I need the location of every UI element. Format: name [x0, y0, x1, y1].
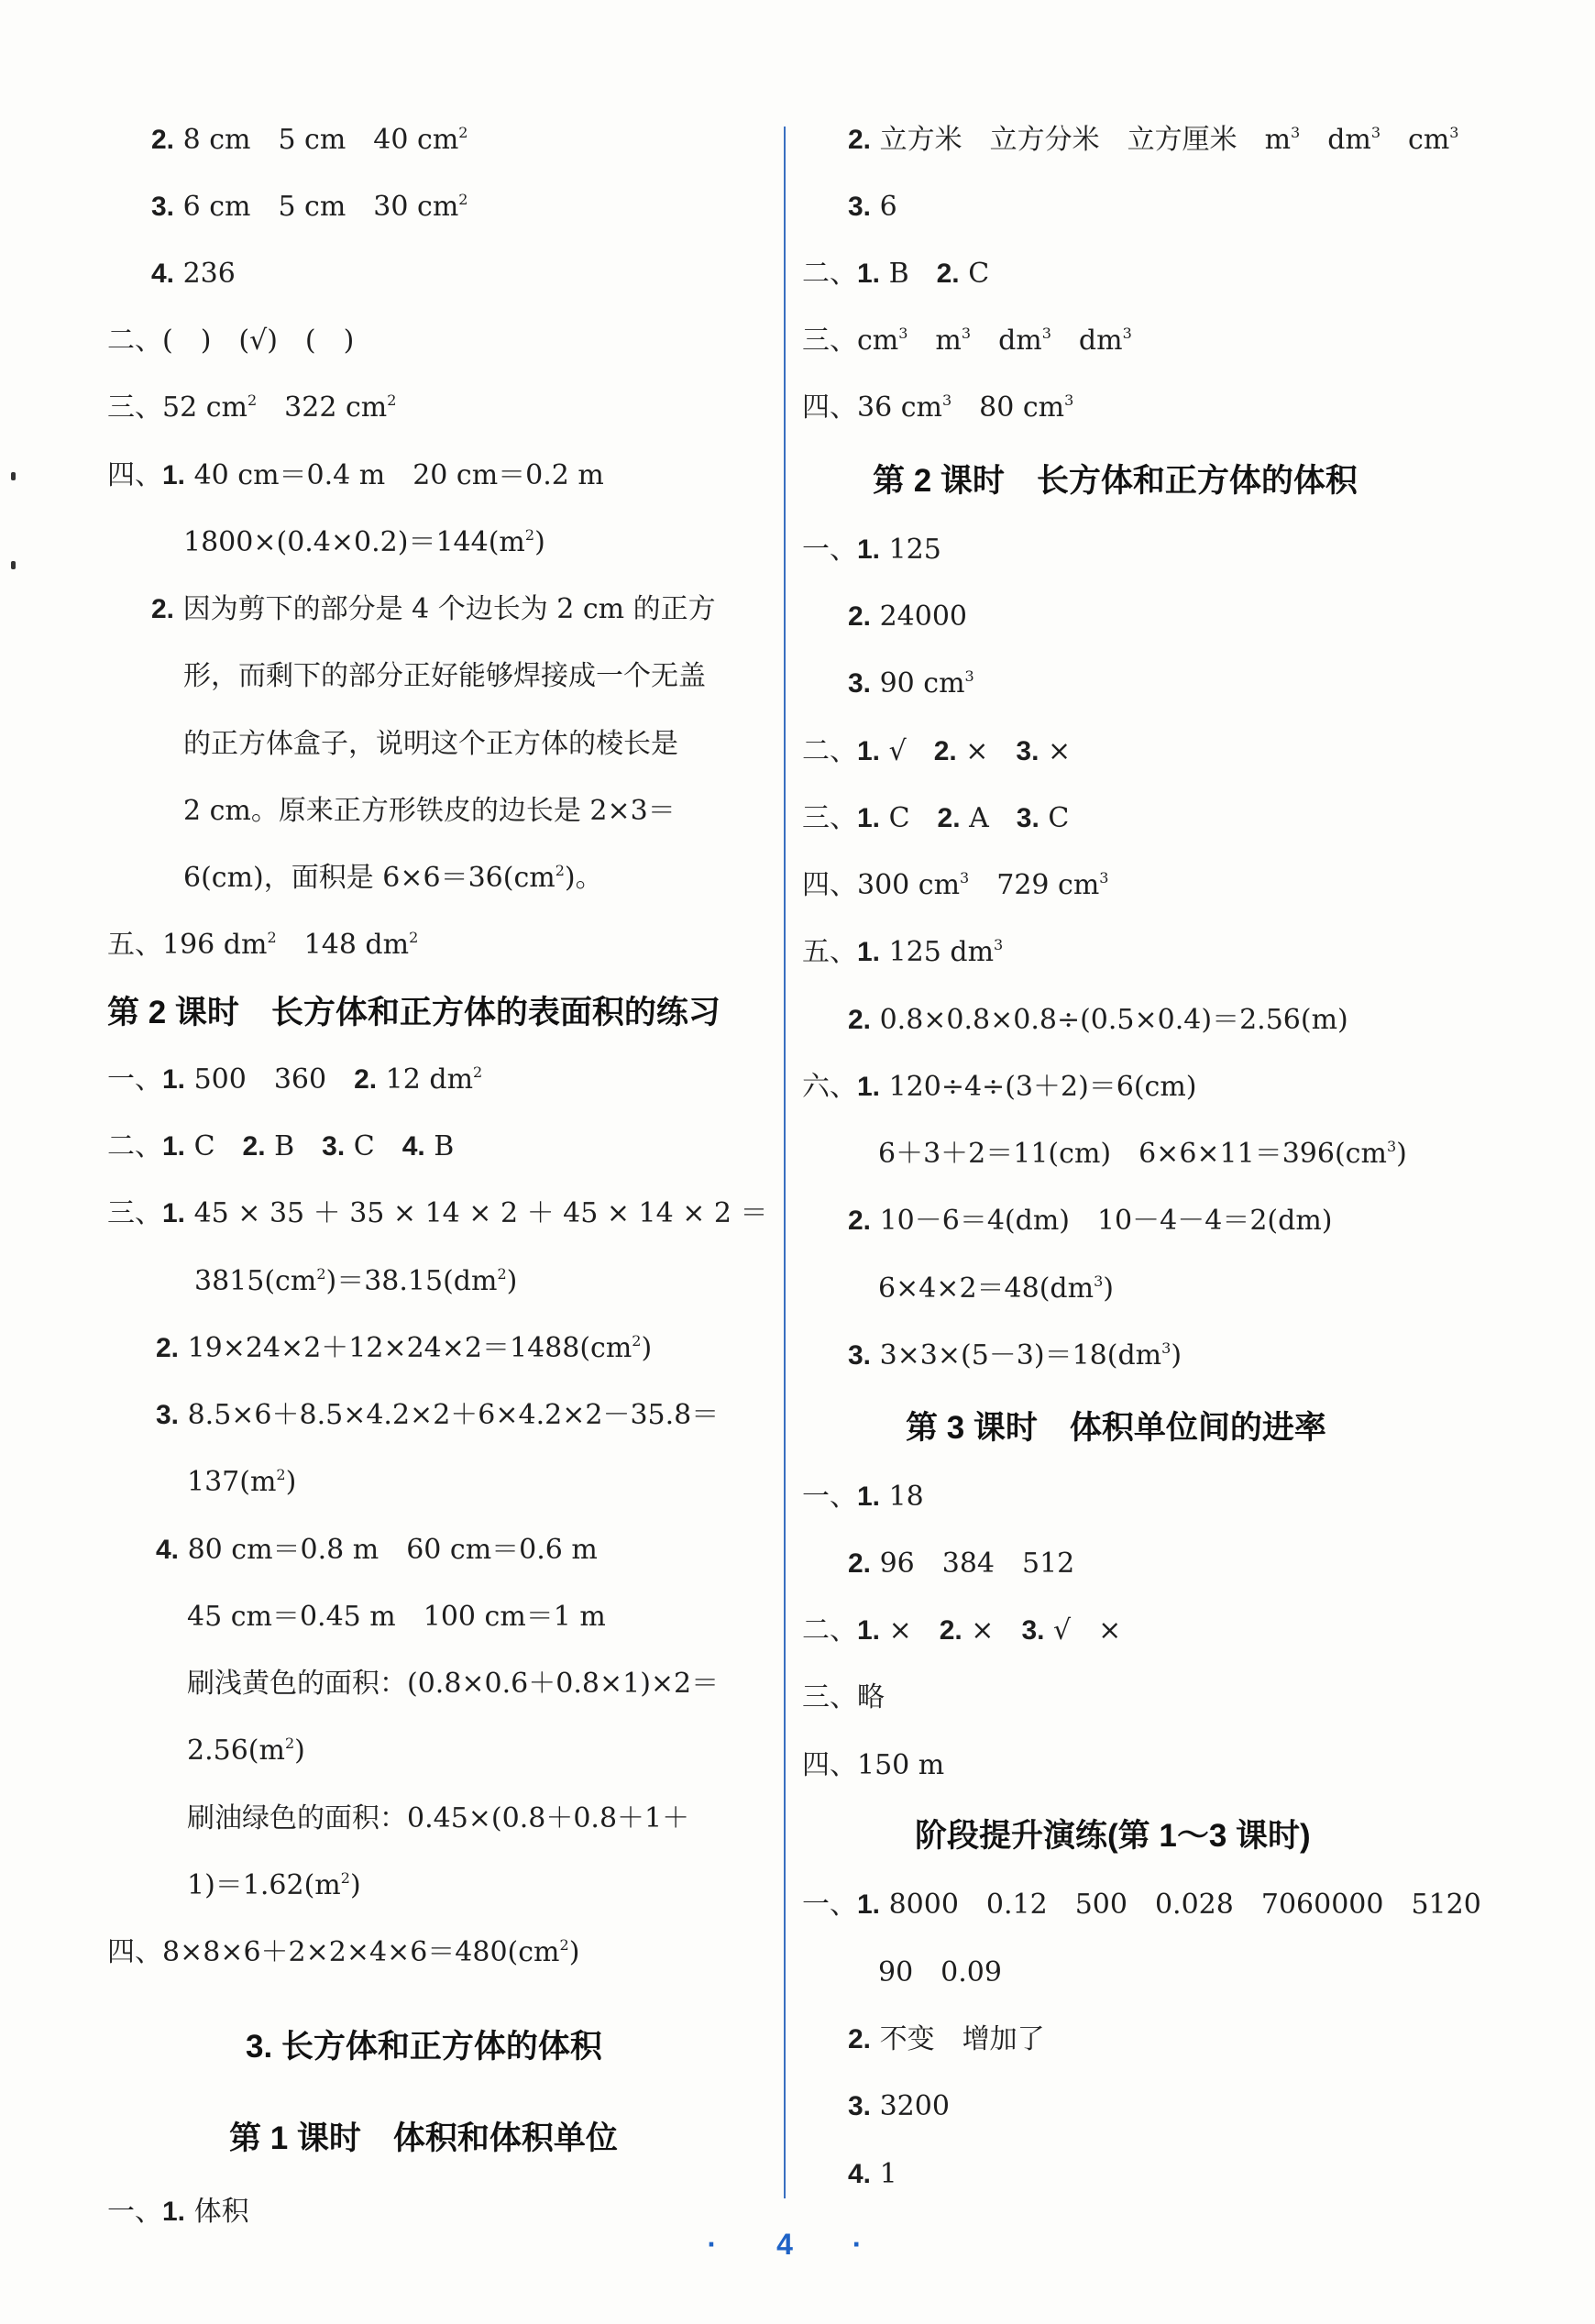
answer-line: $137(m^2)$	[187, 1466, 297, 1498]
answer-line: 六、1. 120÷4÷(3＋2)＝6(cm)	[802, 1071, 1197, 1103]
answer-line: 二、( ) (√) ( )	[107, 325, 355, 357]
answer-line: 45 cm＝0.45 m 100 cm＝1 m	[187, 1601, 606, 1633]
answer-line: 二、1. B 2. C	[802, 258, 990, 290]
chapter-heading: 3. 长方体和正方体的体积	[246, 2029, 602, 2065]
answer-line: 三、1. C 2. A 3. C	[802, 802, 1070, 834]
answer-line: 2. $19\times 24\times 2+12\times 24\times 2=1488(cm^2)$	[156, 1332, 653, 1364]
answer-line: 4. 236	[151, 258, 236, 290]
answer-line: 2. 8 cm 5 cm 40 $cm^2$	[151, 124, 468, 156]
answer-line: 3. 8.5×6＋8.5×4.2×2＋6×4.2×2－35.8＝	[156, 1399, 720, 1431]
answer-line: 四、300 $cm^3$ 729 $cm^3$	[802, 869, 1109, 901]
answer-line: 刷油绿色的面积：0.45×(0.8＋0.8＋1＋	[187, 1802, 690, 1834]
answer-line: 2. 10－6＝4(dm) 10－4－4＝2(dm)	[848, 1205, 1333, 1237]
scan-mark	[11, 561, 16, 569]
answer-line: 四、36 $cm^3$ 80 $cm^3$	[802, 391, 1074, 424]
answer-line: 3. 90 $cm^3$	[848, 667, 974, 699]
answer-line: 三、1. 45 × 35 ＋ 35 × 14 × 2 ＋ 45 × 14 × 2 ＝	[107, 1197, 768, 1229]
answer-line: 二、1. √ 2. × 3. ×	[802, 735, 1072, 767]
answer-line: 二、1. C 2. B 3. C 4. B	[107, 1130, 455, 1162]
section-heading: 第 2 课时 长方体和正方体的体积	[873, 463, 1358, 499]
section-heading: 第 1 课时 体积和体积单位	[229, 2120, 618, 2156]
answer-line: 一、1. 8000 0.12 500 0.028 7060000 5120	[802, 1889, 1481, 1921]
answer-line: 五、1. 125 $dm^3$	[802, 936, 1004, 968]
answer-line: $1)=1.62(m^2)$	[187, 1869, 361, 1901]
answer-line: 2. 96 384 512	[848, 1547, 1075, 1580]
answer-line: 2. 立方米 立方分米 立方厘米 $m^3$ $dm^3$ $cm^3$	[848, 124, 1459, 156]
answer-line: 2. 不变 增加了	[848, 2023, 1045, 2055]
section-heading: 第 3 课时 体积单位间的进率	[906, 1410, 1326, 1446]
answer-line: 四、$8\times 8\times 6+2\times 2\times 4\times 6=480(cm^2)$	[107, 1936, 580, 1968]
scan-mark	[11, 472, 16, 480]
answer-line: 三、略	[802, 1681, 885, 1713]
answer-line: 3. 3200	[848, 2090, 950, 2122]
answer-line: 一、1. 125	[802, 534, 941, 566]
answer-line: $2.56(m^2)$	[187, 1735, 305, 1767]
answer-line: 3. 6	[848, 191, 897, 223]
answer-line: 2. 因为剪下的部分是 4 个边长为 2 cm 的正方	[151, 593, 716, 625]
answer-line: 6＋3＋2＝11(cm) $6\times 6\times 11=396(cm^3)$	[878, 1138, 1407, 1170]
section-heading: 阶段提升演练(第 1～3 课时)	[915, 1818, 1311, 1854]
answer-line: 四、1. 40 cm＝0.4 m 20 cm＝0.2 m	[107, 459, 604, 491]
answer-line: $3815(cm^2)=38.15(dm^2)$	[194, 1265, 518, 1297]
answer-line: 2 cm。原来正方形铁皮的边长是 2×3＝	[183, 795, 676, 827]
column-divider	[784, 127, 786, 2198]
answer-line: 3. 6 cm 5 cm 30 $cm^2$	[151, 191, 468, 223]
answer-line: $1800\times(0.4\times 0.2)=144(m^2)$	[183, 526, 545, 558]
page-number: · 4 ·	[707, 2228, 888, 2261]
answer-line: $6\times 4\times 2=48(dm^3)$	[878, 1272, 1114, 1305]
answer-line: 的正方体盒子，说明这个正方体的棱长是	[183, 728, 678, 760]
answer-line: 4. 80 cm＝0.8 m 60 cm＝0.6 m	[156, 1534, 598, 1566]
answer-line: 二、1. × 2. × 3. √ ×	[802, 1614, 1122, 1647]
answer-line: 2. 0.8×0.8×0.8÷(0.5×0.4)＝2.56(m)	[848, 1004, 1348, 1036]
answer-line: 2. 24000	[848, 600, 968, 633]
answer-line: 一、1. 体积	[107, 2196, 249, 2228]
answer-line: 三、52 $cm^2$ 322 $cm^2$	[107, 391, 397, 424]
answer-line: 一、1. 500 360 2. 12 $dm^2$	[107, 1063, 483, 1096]
answer-line: 四、150 m	[802, 1749, 945, 1781]
answer-line: 三、$cm^3$ $m^3$ $dm^3$ $dm^3$	[802, 325, 1132, 357]
answer-line: 一、1. 18	[802, 1481, 924, 1513]
section-heading: 第 2 课时 长方体和正方体的表面积的练习	[107, 995, 720, 1030]
answer-line: 90 0.09	[878, 1956, 1002, 1988]
answer-line: 刷浅黄色的面积：(0.8×0.6＋0.8×1)×2＝	[187, 1668, 720, 1700]
answer-line: 形，而剩下的部分正好能够焊接成一个无盖	[183, 660, 706, 692]
answer-line: 4. 1	[848, 2158, 897, 2190]
answer-line: 6(cm)，面积是 $6\times 6=36(cm^2)$。	[183, 862, 603, 894]
answer-line: 3. $3\times 3\times(5-3)=18(dm^3)$	[848, 1339, 1182, 1371]
answer-line: 五、196 $dm^2$ 148 $dm^2$	[107, 929, 419, 961]
